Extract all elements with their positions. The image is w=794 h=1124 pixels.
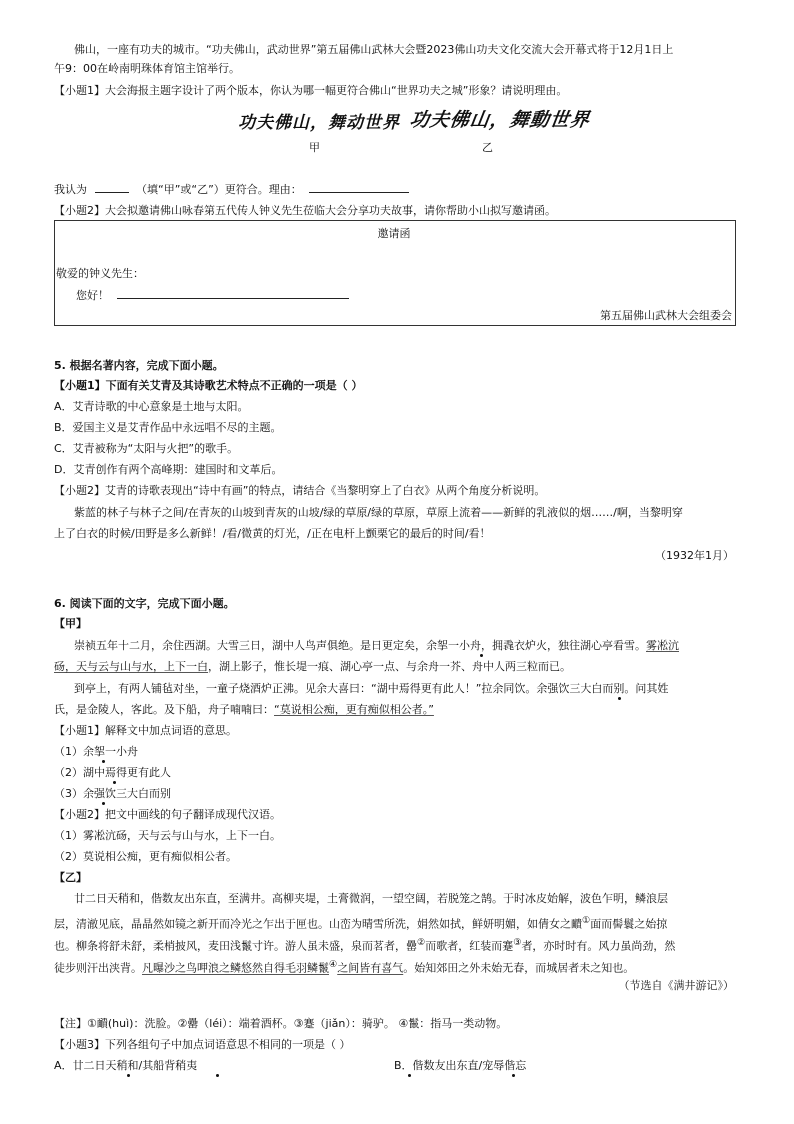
- jia-p2-l2-text: 氏，是金陵人，客此。及下船，舟子喃喃曰：: [54, 703, 274, 716]
- s6-q1-item-3: （3）余强饮三大白而别: [54, 787, 171, 800]
- answer-middle: （填“甲”或“乙”）更符合。理由：: [136, 183, 302, 196]
- invitation-signature: 第五届佛山武林大会组委会: [600, 309, 732, 322]
- poem-line-1: 紫蓝的林子与林子之间/在青灰的山坡到青灰的山坡/绿的草原/绿的草原，草原上流着——新鲜的乳液似的烟……/啊，当黎明穿: [74, 506, 683, 519]
- s5-header: 5. 根据名著内容，完成下面小题。: [54, 359, 224, 372]
- answer-line: [54, 181, 409, 198]
- s5-option-a[interactable]: A．艾青诗歌的中心意象是土地与太阳。: [54, 400, 249, 413]
- note-marker-2: ②: [417, 937, 426, 948]
- s6-q2-item-1: （1）雾凇沆砀，天与云与山与水，上下一白。: [54, 829, 281, 842]
- calligraphy-version-jia: 功夫佛山，舞动世界: [238, 113, 400, 133]
- yi-l2-end: 面而髻鬟之始掠: [590, 917, 668, 931]
- jia-underlined-1a: 雾凇沆: [646, 639, 679, 652]
- jia-p1-l1-text: 崇祯五年十二月，余住西湖。大雪三日，湖中人鸟声俱绝。是日更定矣，余挐一小舟，拥毳衣炉火，独往湖心亭看雪。: [74, 639, 646, 652]
- emphasis-dot: [618, 697, 621, 700]
- yi-source: （节选自《满井游记》）: [618, 979, 734, 992]
- emphasis-dot: [102, 802, 105, 805]
- yi-l2-text: 层，清澈见底，晶晶然如镜之新开而冷光之乍出于匣也。山峦为晴雪所洗，娟然如拭，鲜妍明媚，如倩女之靧: [54, 917, 582, 931]
- poem-date: （1932年1月）: [655, 549, 734, 562]
- emphasis-dot: [102, 760, 105, 763]
- label-yi: 乙: [482, 141, 493, 154]
- yi-underlined-a: 凡曝沙之鸟呷浪之鳞悠然自得毛羽鳞鬣: [142, 961, 329, 975]
- invitation-greeting-line: [76, 287, 349, 304]
- jia-p2-line-2: [54, 702, 434, 718]
- note-marker-1: ①: [582, 915, 591, 926]
- invitation-title: 邀请函: [377, 227, 411, 240]
- answer-prefix: 我认为: [54, 183, 87, 196]
- yi-line-4: [54, 957, 634, 977]
- yi-l3-b: 而歌者，红装而蹇: [425, 939, 514, 953]
- emphasis-dot: [512, 1074, 515, 1077]
- poem-line-2: 上了白衣的时候/田野是多么新鲜！/看/微黄的灯光，/正在电杆上颤栗它的最后的时间/看！: [54, 527, 491, 540]
- yi-l3-a: 也。柳条将舒未舒，柔梢披风，麦田浅鬣寸许。游人虽未盛，泉而茗者，罍: [54, 939, 417, 953]
- invitation-salutation: 敬爱的钟义先生：: [56, 267, 144, 280]
- jia-p1-line-2: [54, 659, 571, 675]
- emphasis-dot: [480, 654, 483, 657]
- invitation-body-blank[interactable]: [117, 287, 349, 299]
- s6-question-3: 【小题3】下列各组句子中加点词语意思不相同的一项是（ ）: [54, 1038, 351, 1051]
- yi-l4-a: 徒步则汗出浃背。: [54, 961, 142, 975]
- yi-l4-d: 。始知郊田之外未始无春，而城居者未之知也。: [403, 961, 635, 975]
- jia-p1-line-1: [74, 638, 679, 654]
- passage-jia-label: 【甲】: [54, 617, 87, 630]
- s6-header: 6. 阅读下面的文字，完成下面小题。: [54, 597, 235, 610]
- note-marker-3: ③: [513, 937, 522, 948]
- yi-underlined-b: 之间皆有喜气: [337, 961, 404, 975]
- jia-underlined-1b: 砀，天与云与山与水，上下一白: [54, 660, 208, 673]
- s6-q3-option-b[interactable]: B．偕数友出东直/宠辱偕忘: [394, 1059, 527, 1072]
- s5-question-2: 【小题2】艾青的诗歌表现出“诗中有画”的特点，请结合《当黎明穿上了白衣》从两个角度分析说明。: [54, 484, 546, 497]
- s6-q2-item-2: （2）莫说相公痴，更有痴似相公者。: [54, 850, 237, 863]
- s5-option-b[interactable]: B．爱国主义是艾青作品中永远唱不尽的主题。: [54, 421, 282, 434]
- s4-question-2: 【小题2】大会拟邀请佛山咏春第五代传人钟义先生莅临大会分享功夫故事，请你帮助小山拟写邀请函。: [54, 204, 556, 217]
- s6-q1-item-2: （2）湖中焉得更有此人: [54, 766, 171, 779]
- jia-underlined-2: “莫说相公痴，更有痴似相公者。”: [274, 703, 434, 716]
- jia-p1-l2-text: ，湖上影子，惟长堤一痕、湖心亭一点、与余舟一芥、舟中人两三粒而已。: [208, 660, 571, 673]
- s5-question-1: 【小题1】下面有关艾青及其诗歌艺术特点不正确的一项是（ ）: [54, 379, 363, 392]
- passage-yi-label: 【乙】: [54, 871, 87, 884]
- note-marker-4: ④: [329, 959, 338, 970]
- choice-blank[interactable]: [95, 181, 129, 193]
- intro-line-1: 佛山，一座有功夫的城市。“功夫佛山，武动世界”第五届佛山武林大会暨2023佛山功夫文化交流大会开幕式将于12月1日上: [74, 43, 674, 56]
- s4-question-1: 【小题1】大会海报主题字设计了两个版本，你认为哪一幅更符合佛山“世界功夫之城”形象？请说明理由。: [54, 84, 568, 97]
- s6-question-2: 【小题2】把文中画线的句子翻译成现代汉语。: [54, 808, 281, 821]
- jia-p2-line-1: 到亭上，有两人铺毡对坐，一童子烧酒炉正沸。见余大喜曰：“湖中焉得更有此人！”拉余同饮。余强饮三大白而别。问其姓: [74, 682, 669, 695]
- reason-blank[interactable]: [309, 181, 409, 193]
- s6-q3-option-a[interactable]: A．廿二日天稍和/其船背稍夷: [54, 1059, 198, 1072]
- yi-line-2: [54, 913, 667, 933]
- calligraphy-version-yi: 功夫佛山，舞動世界: [408, 109, 592, 131]
- s6-question-1: 【小题1】解释文中加点词语的意思。: [54, 724, 237, 737]
- yi-line-3: [54, 935, 675, 955]
- s5-option-c[interactable]: C．艾青被称为“太阳与火把”的歌手。: [54, 442, 239, 455]
- label-jia: 甲: [309, 141, 320, 154]
- annotation-notes: 【注】①靧(huì)：洗脸。②罍（léi）：端着酒杯。③蹇（jiǎn）：骑驴。 ④鬣：指马一类动物。: [54, 1017, 508, 1030]
- yi-line-1: 廿二日天稍和，偕数友出东直，至满井。高柳夹堤，土膏微润，一望空阔，若脱笼之鹄。于时冰皮始解，波色乍明，鳞浪层: [74, 892, 668, 905]
- s6-q1-item-1: （1）余挐一小舟: [54, 745, 138, 758]
- emphasis-dot: [408, 1074, 411, 1077]
- emphasis-dot: [127, 1074, 130, 1077]
- emphasis-dot: [216, 1074, 219, 1077]
- s5-option-d[interactable]: D．艾青创作有两个高峰期：建国时和文革后。: [54, 463, 283, 476]
- yi-l3-c: 者，亦时时有。风力虽尚劲，然: [521, 939, 676, 953]
- invitation-greeting: 您好！: [76, 289, 109, 302]
- emphasis-dot: [113, 781, 116, 784]
- intro-line-2: 午9：00在岭南明珠体育馆主馆举行。: [54, 62, 240, 75]
